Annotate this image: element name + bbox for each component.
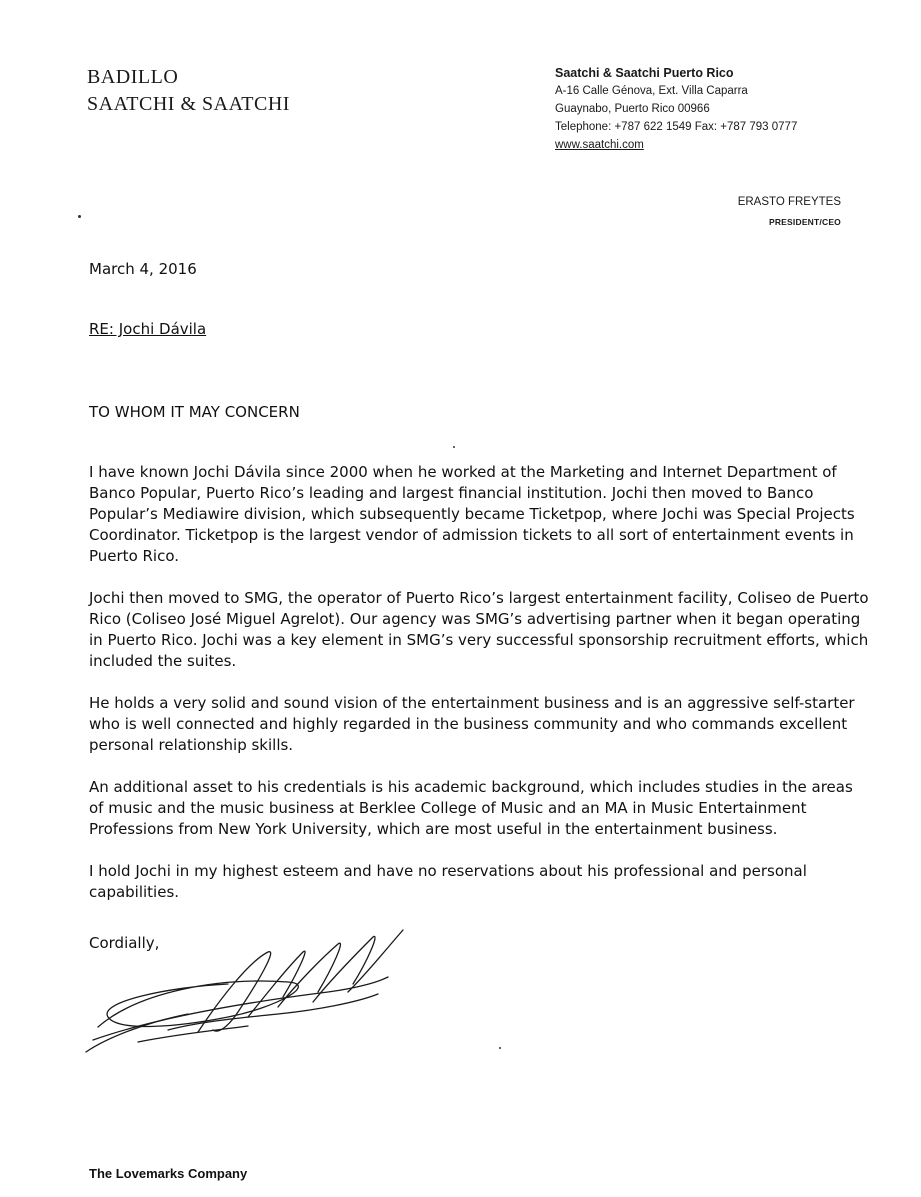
- company-name: Saatchi & Saatchi Puerto Rico: [555, 66, 734, 80]
- signer-title: PRESIDENT/CEO: [768, 217, 841, 227]
- body-paragraph: I have known Jochi Dávila since 2000 when he worked at the Marketing and Internet Department of Banco Popular, Puerto Rico’s leading and largest financial institution. Jochi then moved to Banco Popular’s Mediawire division, which subsequently became Ticketpop, where Jochi was Special Projects Coordinator. Ticketpop is the largest vendor of admission tickets to all sort of entertainment events in Puerto Rico.: [89, 463, 855, 565]
- signer-block: [738, 193, 841, 233]
- body-paragraph: Jochi then moved to SMG, the operator of Puerto Rico’s largest entertainment facility, Coliseo de Puerto Rico (Coliseo José Miguel Agrelot). Our agency was SMG’s advertising partner when it began operating in Puerto Rico. Jochi was a key element in SMG’s very successful sponsorship recruitment efforts, which included the suites.: [89, 589, 869, 670]
- street-address: A-16 Calle Génova, Ext. Villa Caparra: [555, 85, 748, 97]
- letterhead-address-block: [555, 64, 797, 154]
- signer-name: ERASTO FREYTES: [737, 196, 841, 208]
- body-paragraph: An additional asset to his credentials is his academic background, which includes studies in the areas of music and the music business at Berklee College of Music and an MA in Music Entertainment Professions from New York University, which are most useful in the entertainment business.: [89, 778, 853, 838]
- brand-line-saatchi: SAATCHI & SAATCHI: [87, 93, 290, 115]
- website-link[interactable]: www.saatchi.com: [555, 139, 644, 151]
- city-address: Guaynabo, Puerto Rico 00966: [555, 103, 710, 115]
- scan-speck: [453, 446, 455, 448]
- scan-speck: [78, 215, 81, 218]
- body-paragraph: He holds a very solid and sound vision of the entertainment business and is an aggressive self-starter who is well connected and highly regarded in the business community and who commands excellent personal relationship skills.: [89, 694, 855, 754]
- salutation: TO WHOM IT MAY CONCERN: [89, 403, 300, 421]
- body-paragraph: I hold Jochi in my highest esteem and have no reservations about his professional and personal capabilities.: [89, 862, 807, 901]
- contact-numbers: Telephone: +787 622 1549 Fax: +787 793 0777: [555, 121, 798, 133]
- subject-line: RE: Jochi Dávila: [89, 320, 207, 338]
- letter-body: [89, 462, 869, 924]
- agency-logo: [87, 64, 290, 118]
- scan-speck: [499, 1047, 501, 1049]
- footer-tagline: The Lovemarks Company: [89, 1166, 248, 1181]
- closing: Cordially,: [89, 934, 160, 952]
- letter-date: March 4, 2016: [89, 260, 197, 278]
- brand-line-badillo: BADILLO: [87, 66, 179, 88]
- handwritten-signature: [78, 922, 418, 1072]
